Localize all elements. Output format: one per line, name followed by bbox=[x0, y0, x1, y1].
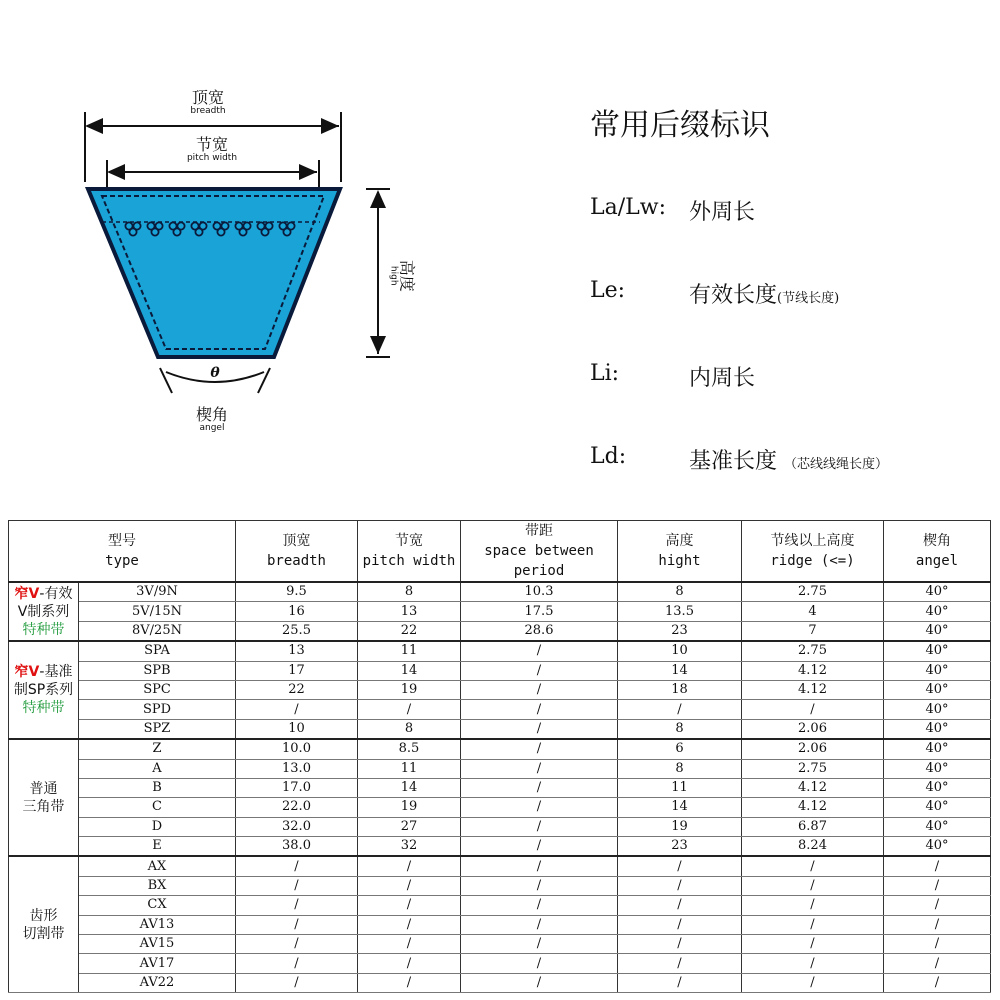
table-row bbox=[9, 582, 991, 602]
legend-note: （芯线线绳长度） bbox=[784, 457, 889, 472]
cell-ridge: 4.12 bbox=[742, 778, 884, 797]
cell-period: / bbox=[461, 778, 618, 797]
cell-type: CX bbox=[79, 896, 236, 915]
cell-period: / bbox=[461, 915, 618, 934]
cell-hight: 13.5 bbox=[618, 602, 742, 621]
cell-breadth: 10.0 bbox=[236, 739, 358, 759]
cell-type: B bbox=[79, 778, 236, 797]
cell-hight: 23 bbox=[618, 837, 742, 857]
table-row bbox=[9, 719, 991, 739]
cell-hight: 8 bbox=[618, 759, 742, 778]
cell-type: SPB bbox=[79, 661, 236, 680]
cell-pitch-width: / bbox=[358, 973, 461, 992]
cell-hight: 14 bbox=[618, 798, 742, 817]
cell-pitch-width: 27 bbox=[358, 817, 461, 836]
header-type: 型号 type bbox=[9, 521, 236, 583]
legend-value: 外周长 bbox=[689, 200, 756, 225]
cell-angel: 40° bbox=[884, 837, 991, 857]
legend-key: Li: bbox=[590, 361, 620, 386]
cell-hight: / bbox=[618, 896, 742, 915]
cell-hight: 19 bbox=[618, 817, 742, 836]
cell-period: / bbox=[461, 700, 618, 719]
cell-breadth: 25.5 bbox=[236, 621, 358, 641]
cell-breadth: / bbox=[236, 973, 358, 992]
cell-period: / bbox=[461, 954, 618, 973]
table-row bbox=[9, 661, 991, 680]
cell-breadth: 22.0 bbox=[236, 798, 358, 817]
cell-hight: 8 bbox=[618, 582, 742, 602]
pitch-label-zh: 节宽 bbox=[195, 135, 228, 154]
table-body bbox=[9, 582, 991, 993]
cell-ridge: / bbox=[742, 896, 884, 915]
table-row bbox=[9, 641, 991, 661]
legend-value: 有效长度 bbox=[689, 283, 778, 308]
cell-breadth: 13.0 bbox=[236, 759, 358, 778]
cell-hight: 6 bbox=[618, 739, 742, 759]
legend-key: La/Lw: bbox=[590, 195, 666, 220]
cell-hight: / bbox=[618, 915, 742, 934]
table-row bbox=[9, 817, 991, 836]
cell-type: D bbox=[79, 817, 236, 836]
cell-pitch-width: / bbox=[358, 876, 461, 895]
header-hight: 高度 hight bbox=[618, 521, 742, 583]
cell-hight: / bbox=[618, 856, 742, 876]
height-label-zh: 高度 bbox=[397, 259, 417, 292]
group-label: 窄V-基准 制SP系列 特种带 bbox=[9, 641, 79, 739]
cell-period: / bbox=[461, 935, 618, 954]
cell-period: / bbox=[461, 837, 618, 857]
cell-angel: / bbox=[884, 896, 991, 915]
cell-breadth: / bbox=[236, 856, 358, 876]
cell-angel: 40° bbox=[884, 582, 991, 602]
breadth-label-zh: 顶宽 bbox=[191, 88, 224, 107]
cell-pitch-width: 14 bbox=[358, 661, 461, 680]
cell-pitch-width: / bbox=[358, 935, 461, 954]
belt-body bbox=[88, 189, 340, 357]
cell-period: / bbox=[461, 876, 618, 895]
cell-hight: 14 bbox=[618, 661, 742, 680]
cell-pitch-width: / bbox=[358, 856, 461, 876]
table-row bbox=[9, 915, 991, 934]
cell-ridge: 4.12 bbox=[742, 798, 884, 817]
header-space-between-period: 带距 space between period bbox=[461, 521, 618, 583]
cell-angel: 40° bbox=[884, 759, 991, 778]
cell-breadth: / bbox=[236, 935, 358, 954]
cell-ridge: 4.12 bbox=[742, 661, 884, 680]
cell-angel: / bbox=[884, 973, 991, 992]
cell-hight: 8 bbox=[618, 719, 742, 739]
angle-label-zh: 楔角 bbox=[195, 405, 228, 424]
cell-ridge: / bbox=[742, 935, 884, 954]
cell-angel: 40° bbox=[884, 700, 991, 719]
cell-angel: 40° bbox=[884, 778, 991, 797]
table-row bbox=[9, 973, 991, 992]
cell-hight: / bbox=[618, 700, 742, 719]
cell-ridge: 6.87 bbox=[742, 817, 884, 836]
cell-hight: / bbox=[618, 954, 742, 973]
v-belt-cross-section bbox=[0, 0, 560, 480]
breadth-label-en: breadth bbox=[190, 105, 226, 116]
cell-breadth: / bbox=[236, 700, 358, 719]
cell-pitch-width: 8.5 bbox=[358, 739, 461, 759]
header-ridge: 节线以上高度 ridge (<=) bbox=[742, 521, 884, 583]
v-belt-diagram bbox=[0, 0, 560, 480]
table-header bbox=[9, 521, 991, 583]
cell-breadth: 10 bbox=[236, 719, 358, 739]
legend-note: (节线长度) bbox=[777, 291, 840, 306]
table-row bbox=[9, 954, 991, 973]
cell-period: / bbox=[461, 896, 618, 915]
group-label: 普通 三角带 bbox=[9, 739, 79, 856]
cell-ridge: / bbox=[742, 915, 884, 934]
cell-type: AV15 bbox=[79, 935, 236, 954]
table-row bbox=[9, 856, 991, 876]
table-row bbox=[9, 759, 991, 778]
cell-period: 28.6 bbox=[461, 621, 618, 641]
cell-pitch-width: / bbox=[358, 700, 461, 719]
legend-key: Le: bbox=[590, 278, 626, 303]
cell-pitch-width: / bbox=[358, 915, 461, 934]
cell-period: / bbox=[461, 739, 618, 759]
cell-breadth: 38.0 bbox=[236, 837, 358, 857]
table-row bbox=[9, 837, 991, 857]
cell-ridge: / bbox=[742, 973, 884, 992]
cell-breadth: / bbox=[236, 915, 358, 934]
belt-spec-table bbox=[8, 520, 991, 993]
cell-breadth: / bbox=[236, 896, 358, 915]
cell-pitch-width: 11 bbox=[358, 759, 461, 778]
cell-angel: 40° bbox=[884, 817, 991, 836]
cell-pitch-width: 32 bbox=[358, 837, 461, 857]
breadth-label bbox=[168, 89, 248, 116]
suffix-legend bbox=[590, 100, 990, 480]
cell-breadth: 17.0 bbox=[236, 778, 358, 797]
angle-symbol: θ bbox=[210, 365, 220, 381]
cell-period: / bbox=[461, 719, 618, 739]
angle-label bbox=[172, 406, 252, 433]
cell-angel: 40° bbox=[884, 719, 991, 739]
cell-ridge: 8.24 bbox=[742, 837, 884, 857]
cell-breadth: 9.5 bbox=[236, 582, 358, 602]
cell-type: SPA bbox=[79, 641, 236, 661]
cell-period: / bbox=[461, 856, 618, 876]
cell-period: / bbox=[461, 680, 618, 699]
cell-type: AV22 bbox=[79, 973, 236, 992]
pitch-width-label bbox=[172, 136, 252, 163]
cell-period: 17.5 bbox=[461, 602, 618, 621]
table-row bbox=[9, 896, 991, 915]
cell-hight: / bbox=[618, 973, 742, 992]
header-angel: 楔角 angel bbox=[884, 521, 991, 583]
group-label: 窄V-有效 V制系列 特种带 bbox=[9, 582, 79, 641]
cell-ridge: / bbox=[742, 876, 884, 895]
cell-type: SPZ bbox=[79, 719, 236, 739]
cell-ridge: 2.06 bbox=[742, 719, 884, 739]
cell-angel: 40° bbox=[884, 798, 991, 817]
cell-type: E bbox=[79, 837, 236, 857]
cell-breadth: 32.0 bbox=[236, 817, 358, 836]
cell-pitch-width: 22 bbox=[358, 621, 461, 641]
table-row bbox=[9, 700, 991, 719]
cell-ridge: / bbox=[742, 700, 884, 719]
cell-ridge: 7 bbox=[742, 621, 884, 641]
table-row bbox=[9, 798, 991, 817]
cell-type: 5V/15N bbox=[79, 602, 236, 621]
cell-angel: 40° bbox=[884, 739, 991, 759]
cell-hight: 10 bbox=[618, 641, 742, 661]
cell-ridge: 4 bbox=[742, 602, 884, 621]
cell-pitch-width: 19 bbox=[358, 798, 461, 817]
cell-hight: 23 bbox=[618, 621, 742, 641]
cell-pitch-width: 19 bbox=[358, 680, 461, 699]
cell-pitch-width: 8 bbox=[358, 719, 461, 739]
table-row bbox=[9, 935, 991, 954]
cell-ridge: / bbox=[742, 856, 884, 876]
cell-pitch-width: 11 bbox=[358, 641, 461, 661]
cell-hight: 18 bbox=[618, 680, 742, 699]
legend-value: 基准长度 bbox=[689, 449, 778, 474]
cell-breadth: 22 bbox=[236, 680, 358, 699]
cell-period: / bbox=[461, 973, 618, 992]
cell-pitch-width: / bbox=[358, 954, 461, 973]
cell-ridge: 4.12 bbox=[742, 680, 884, 699]
cell-type: 3V/9N bbox=[79, 582, 236, 602]
cell-period: / bbox=[461, 641, 618, 661]
header-pitch-width: 节宽 pitch width bbox=[358, 521, 461, 583]
legend-value: 内周长 bbox=[689, 366, 756, 391]
cell-type: AX bbox=[79, 856, 236, 876]
cell-pitch-width: 14 bbox=[358, 778, 461, 797]
table-row bbox=[9, 602, 991, 621]
cell-ridge: 2.75 bbox=[742, 582, 884, 602]
table-row bbox=[9, 680, 991, 699]
cell-angel: / bbox=[884, 856, 991, 876]
table-row bbox=[9, 778, 991, 797]
cell-angel: / bbox=[884, 915, 991, 934]
pitch-label-en: pitch width bbox=[186, 152, 238, 163]
cell-hight: / bbox=[618, 935, 742, 954]
cell-hight: 11 bbox=[618, 778, 742, 797]
cell-type: BX bbox=[79, 876, 236, 895]
group-label: 齿形 切割带 bbox=[9, 856, 79, 992]
cell-pitch-width: 8 bbox=[358, 582, 461, 602]
cell-angel: 40° bbox=[884, 680, 991, 699]
angle-label-en: angel bbox=[199, 422, 225, 433]
cell-ridge: / bbox=[742, 954, 884, 973]
cell-hight: / bbox=[618, 876, 742, 895]
cell-ridge: 2.75 bbox=[742, 759, 884, 778]
cell-pitch-width: / bbox=[358, 896, 461, 915]
cell-angel: 40° bbox=[884, 661, 991, 680]
cell-breadth: 17 bbox=[236, 661, 358, 680]
cell-angel: / bbox=[884, 876, 991, 895]
cell-type: 8V/25N bbox=[79, 621, 236, 641]
cell-angel: 40° bbox=[884, 641, 991, 661]
height-label bbox=[388, 246, 415, 306]
cell-pitch-width: 13 bbox=[358, 602, 461, 621]
cell-angel: / bbox=[884, 935, 991, 954]
cell-angel: / bbox=[884, 954, 991, 973]
cell-period: 10.3 bbox=[461, 582, 618, 602]
header-breadth: 顶宽 breadth bbox=[236, 521, 358, 583]
cell-type: Z bbox=[79, 739, 236, 759]
cell-type: SPD bbox=[79, 700, 236, 719]
cell-period: / bbox=[461, 798, 618, 817]
cell-type: C bbox=[79, 798, 236, 817]
cell-angel: 40° bbox=[884, 602, 991, 621]
cell-period: / bbox=[461, 817, 618, 836]
legend-key: Ld: bbox=[590, 444, 627, 469]
table-row bbox=[9, 621, 991, 641]
cell-period: / bbox=[461, 661, 618, 680]
cell-angel: 40° bbox=[884, 621, 991, 641]
cell-breadth: / bbox=[236, 876, 358, 895]
cell-breadth: / bbox=[236, 954, 358, 973]
table-row bbox=[9, 876, 991, 895]
height-label-en: high bbox=[389, 265, 400, 286]
cell-ridge: 2.06 bbox=[742, 739, 884, 759]
cell-type: AV17 bbox=[79, 954, 236, 973]
cell-breadth: 13 bbox=[236, 641, 358, 661]
cell-breadth: 16 bbox=[236, 602, 358, 621]
cell-type: AV13 bbox=[79, 915, 236, 934]
cell-ridge: 2.75 bbox=[742, 641, 884, 661]
cell-period: / bbox=[461, 759, 618, 778]
legend-title: 常用后缀标识 bbox=[590, 108, 770, 143]
table-row bbox=[9, 739, 991, 759]
cell-type: SPC bbox=[79, 680, 236, 699]
cell-type: A bbox=[79, 759, 236, 778]
